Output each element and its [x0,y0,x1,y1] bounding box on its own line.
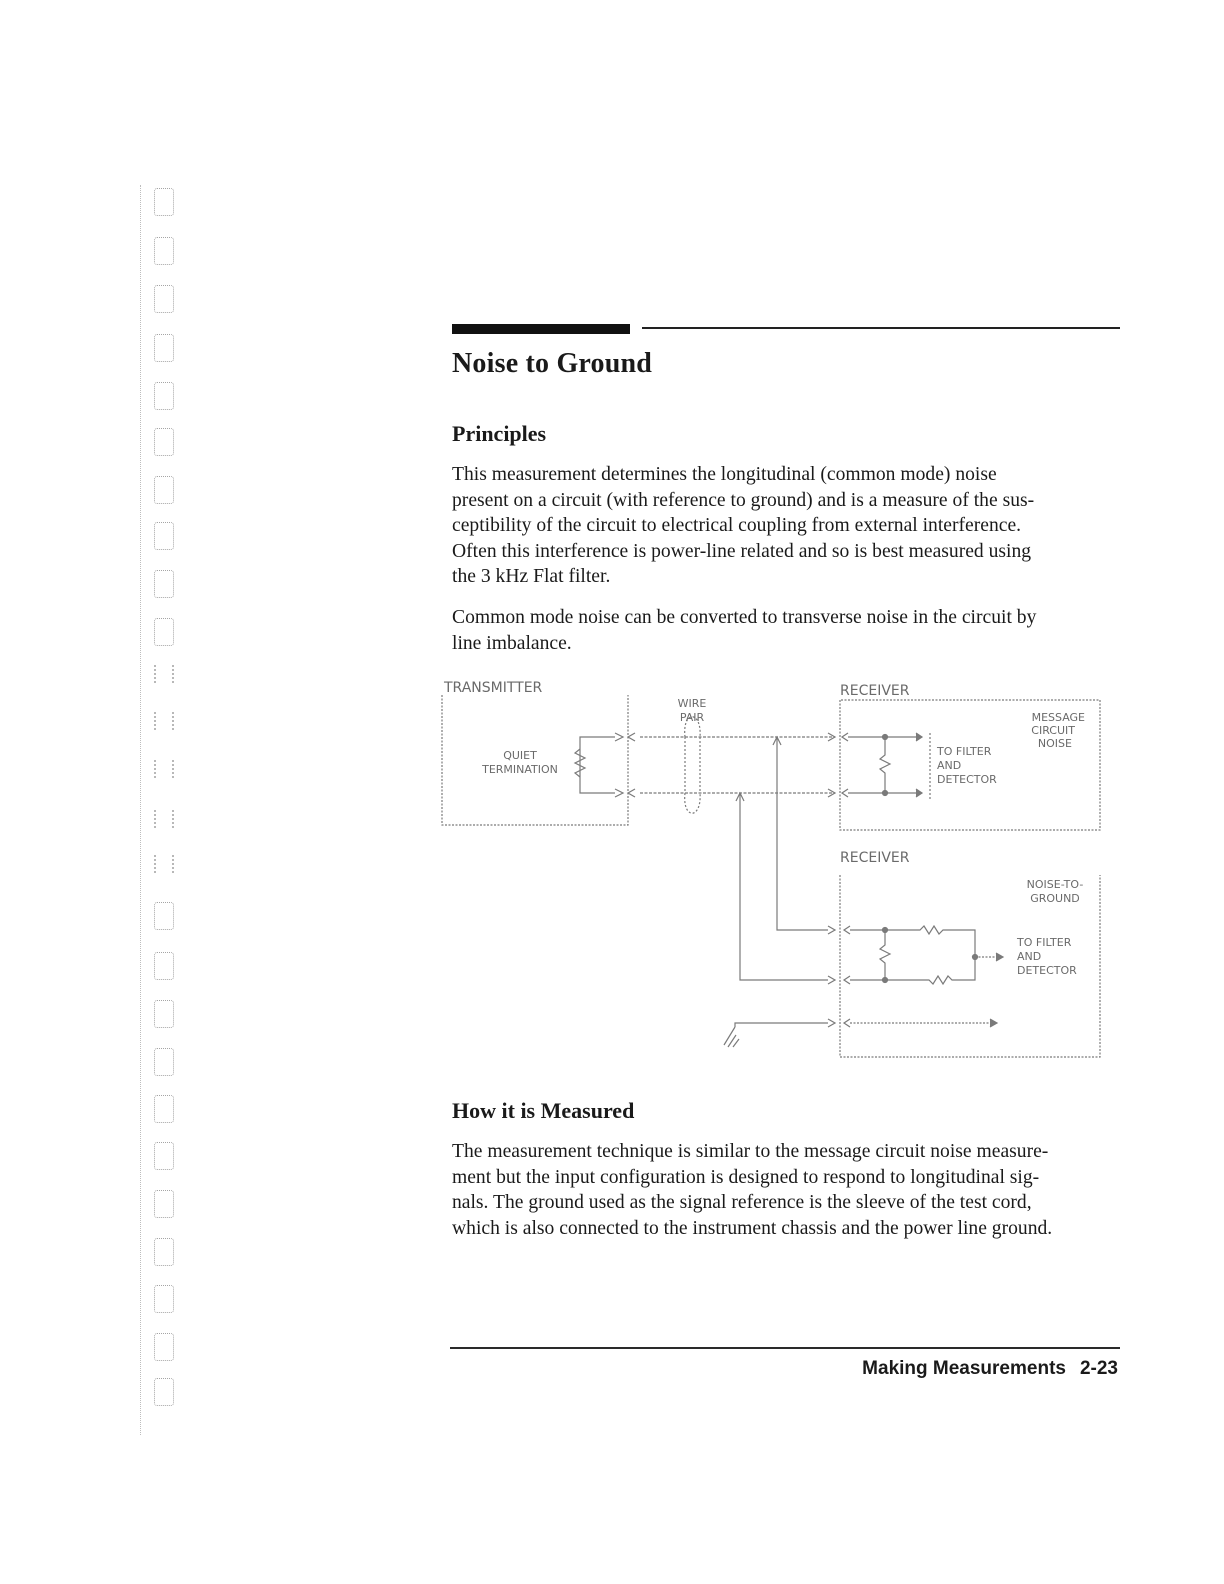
transmitter-jacks [615,733,623,797]
text-line: line imbalance. [452,632,572,654]
section-rule-thin [642,327,1120,329]
principles-paragraph-1 [452,462,1132,590]
binder-hole [154,1048,174,1076]
binder-margin [0,0,200,1584]
wire-pair-plugs-right [828,733,835,797]
how-measured-paragraph [452,1139,1132,1241]
page-footer [862,1358,1118,1380]
binder-tick [154,760,174,778]
binder-tick [154,665,174,683]
footer-rule [450,1347,1120,1349]
quiet-termination-label-1: QUIET [503,749,537,762]
binder-hole [154,618,174,646]
binder-hole [154,382,174,410]
principles-paragraph-2 [452,605,1132,656]
wire-pair-label-1: WIRE [677,697,707,710]
binder-hole [154,1190,174,1218]
binder-tick [154,712,174,730]
message-circuit-noise-label-2: CIRCUIT [1031,724,1075,737]
message-circuit-noise-label-1: MESSAGE [1031,711,1085,724]
binder-hole [154,1095,174,1123]
receiver-bottom-bridge [850,926,975,984]
binder-hole [154,902,174,930]
text-line: the 3 kHz Flat filter. [452,566,611,587]
text-line: present on a circuit (with reference to ground) and is a measure of the sus- [452,489,1035,511]
receiver-bottom-label: RECEIVER [840,850,910,866]
receiver-top-label: RECEIVER [840,683,910,699]
noise-to-ground-label-1: NOISE-TO- [1026,878,1084,891]
ground-lead [735,1023,828,1027]
tap-line-b [740,793,828,980]
to-filter-bottom-label-3: DETECTOR [1017,964,1077,977]
receiver-top-termination [880,737,890,793]
transmitter-label: TRANSMITTER [444,680,543,696]
binder-margin-line [140,185,142,1435]
wire-pair-label-2: PAIR [679,711,705,724]
text-line: ceptibility of the circuit to electrical coupling from external interference. [452,515,1022,536]
binder-hole [154,1142,174,1170]
text-line: The measurement technique is similar to the message circuit noise measure- [452,1141,1049,1162]
text-line: Common mode noise can be converted to transverse noise in the circuit by [452,607,1037,628]
noise-to-ground-diagram [430,675,1130,1075]
binder-hole [154,476,174,504]
wire-pair-shield [685,717,700,814]
text-line: ment but the input configuration is designed to respond to longitudinal sig- [452,1166,1040,1188]
wire-pair-conductors [640,737,835,793]
binder-hole [154,1333,174,1361]
to-filter-bottom-label-1: TO FILTER [1017,936,1072,949]
principles-heading: Principles [452,421,547,446]
binder-hole [154,334,174,362]
noise-to-ground-label-2: GROUND [1030,892,1080,905]
text-line: nals. The ground used as the signal reference is the sleeve of the test cord, [452,1192,1032,1213]
binder-hole [154,522,174,550]
section-rule-thick [452,324,630,334]
ground-symbol [724,1027,739,1047]
to-filter-bottom-label-2: AND [1017,950,1042,963]
termination-leads [580,737,615,793]
page-title: Noise to Ground [452,348,653,379]
binder-hole [154,1378,174,1406]
binder-hole [154,1000,174,1028]
receiver-bottom-jacks [844,926,850,1027]
footer-section-title: Making Measurements [862,1358,1066,1379]
to-filter-top-label-1: TO FILTER [937,745,992,758]
text-line: which is also connected to the instrument chassis and the power line ground. [452,1217,1053,1239]
receiver-bottom-termination [880,930,890,980]
message-circuit-noise-label-3: NOISE [1037,737,1072,750]
receiver-top-jacks [842,733,848,797]
circuit-svg [430,675,1130,1075]
binder-tick [154,810,174,828]
receiver-top-arrows [916,733,922,797]
binder-hole [154,570,174,598]
tap-junction-arrows [736,737,781,801]
text-line: This measurement determines the longitudinal (common mode) noise [452,464,997,485]
binder-hole [154,237,174,265]
binder-hole [154,1238,174,1266]
tap-line-a [777,737,828,930]
wire-pair-plugs-left [628,733,635,797]
binder-hole [154,952,174,980]
to-filter-top-label-3: DETECTOR [937,773,997,786]
how-measured-heading: How it is Measured [452,1098,635,1123]
binder-hole [154,188,174,216]
binder-hole [154,428,174,456]
lower-input-plugs [828,926,835,1027]
to-filter-top-label-2: AND [937,759,962,772]
text-line: Often this interference is power-line related and so is best measured using [452,540,1032,562]
binder-hole [154,1285,174,1313]
binder-tick [154,855,174,873]
quiet-termination-label-2: TERMINATION [482,763,558,776]
binder-hole [154,285,174,313]
page-number: 2-23 [1079,1358,1118,1379]
wire-pair-shield-sides [685,737,700,793]
